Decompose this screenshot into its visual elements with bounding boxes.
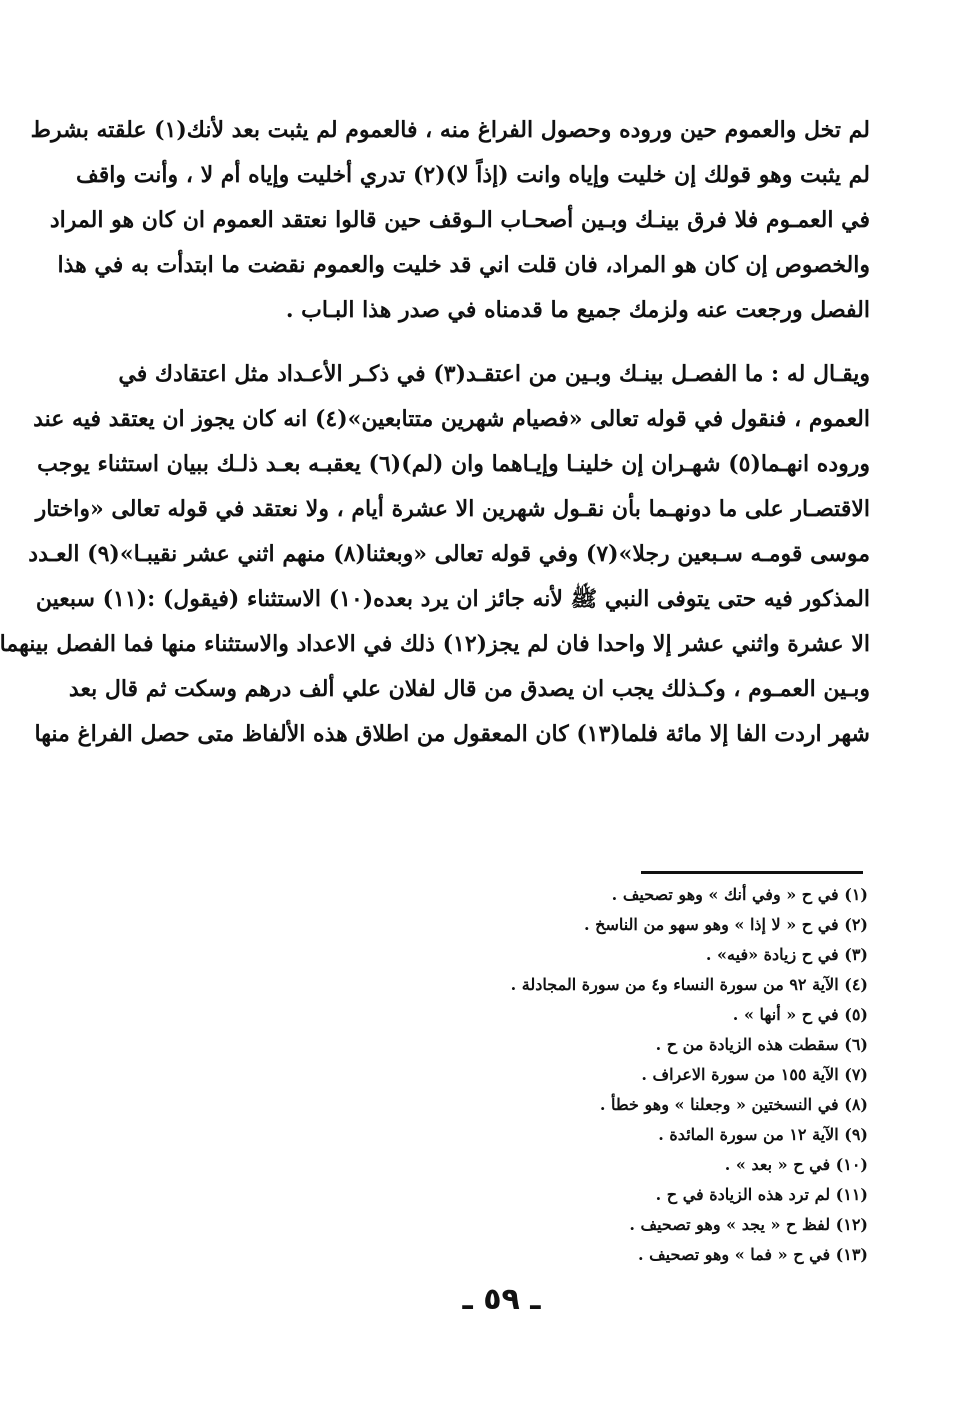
footnote-item: (١٠) في ح « بعد » .	[724, 1155, 868, 1174]
text-line: المذكور فيه حتى يتوفى النبي ﷺ لأنه جائز ان يرد بعده(١٠) الاستثناء (فيقول) :(١١) سبعين	[35, 586, 870, 612]
footnote-item: (١٣) في ح « فما » وهو تصحيف .	[637, 1245, 868, 1264]
footnote-item: (٩) الآية ١٢ من سورة المائدة .	[658, 1125, 868, 1144]
text-line: ويقـال له : ما الفصـل بينـك وبـين من اعتقـد(٣) في ذكـر الأعـداد مثل اعتقادك في	[118, 361, 870, 387]
footnote-item: (٧) الآية ١٥٥ من سورة الاعراف .	[641, 1065, 868, 1084]
paragraph-1	[30, 108, 870, 333]
footnote-item: (٦) سقطت هذه الزيادة من ح .	[655, 1035, 868, 1054]
paragraph-2	[0, 352, 870, 757]
footnote-item: (١١) لم ترد هذه الزيادة في ح .	[655, 1185, 868, 1204]
text-line: وروده انهـما(٥) شهـران إن خلينـا وإيـاهما وان (لم)(٦) يعقبـه بعـد ذلـك ببيان استثناء يوجب	[37, 451, 870, 477]
footnote-divider	[641, 871, 863, 874]
text-line: والخصوص إن كان هو المراد، فان قلت اني قد خليت والعموم نقضت ما ابتدأت به في هذا	[57, 252, 870, 278]
text-line: الا عشرة واثني عشر إلا واحدا فان لم يجز(١٢) ذلك في الاعداد والاستثناء منها فما الفصل بينهما	[0, 631, 870, 657]
footnote-item: (٤) الآية ٩٢ من سورة النساء و٤ من سورة المجادلة .	[510, 975, 868, 994]
text-line: لم تخل والعموم حين وروده وحصول الفراغ منه ، فالعموم لم يثبت بعد لأنك(١) علقته بشرط	[30, 117, 870, 143]
footnote-item: (٥) في ح « أنها » .	[732, 1005, 868, 1024]
page-number: ـ ٥٩ ـ	[462, 1282, 541, 1317]
footnote-item: (١) في ح « وفي أنك » وهو تصحيف .	[611, 885, 868, 904]
text-line: وبـين العمـوم ، وكـذلك يجب ان يصدق من قال لفلان علي ألف درهم وسكت ثم قال بعد	[68, 676, 870, 702]
footnote-item: (٣) في ح زيادة «فيه» .	[705, 945, 868, 964]
text-line: لم يثبت وهو قولك إن خليت وإياه وانت (إذاً لا)(٢) تدري أخليت وإياه أم لا ، وأنت واقف	[76, 162, 870, 188]
text-line: موسى قومـه سـبعين رجلا»(٧) وفي قوله تعالى «وبعثنا(٨) منهم اثني عشر نقيبـا»(٩) العـدد	[28, 541, 870, 567]
text-line: العموم ، فنقول في قوله تعالى «فصيام شهرين متتابعين»(٤) انه كان يجوز ان يعتقد فيه عند	[33, 406, 870, 432]
footnote-item: (٢) في ح « لا إذا » وهو سهو من الناسخ .	[583, 915, 868, 934]
footnote-item: (٨) في النسختين « وجعلنا » وهو خطأ .	[599, 1095, 868, 1114]
text-line: الاقتصـار على ما دونهـما بأن نقـول شهرين الا عشرة أيام ، ولا نعتقد في قوله تعالى «واختار	[35, 496, 870, 522]
footnote-item: (١٢) لفظ ح « يجد » وهو تصحيف .	[629, 1215, 868, 1234]
text-line: الفصل ورجعت عنه ولزمك جميع ما قدمناه في صدر هذا البـاب .	[285, 297, 870, 323]
footnotes-list	[448, 880, 868, 1270]
text-line: شهر اردت الفا إلا مائة فلما(١٣) كان المعقول من اطلاق هذه الألفاظ متى حصل الفراغ منها	[34, 721, 870, 747]
text-line: في العمـوم فلا فرق بينـك وبـين أصحـاب الـوقف حين قالوا نعتقد العموم ان كان هو المراد	[49, 207, 870, 233]
